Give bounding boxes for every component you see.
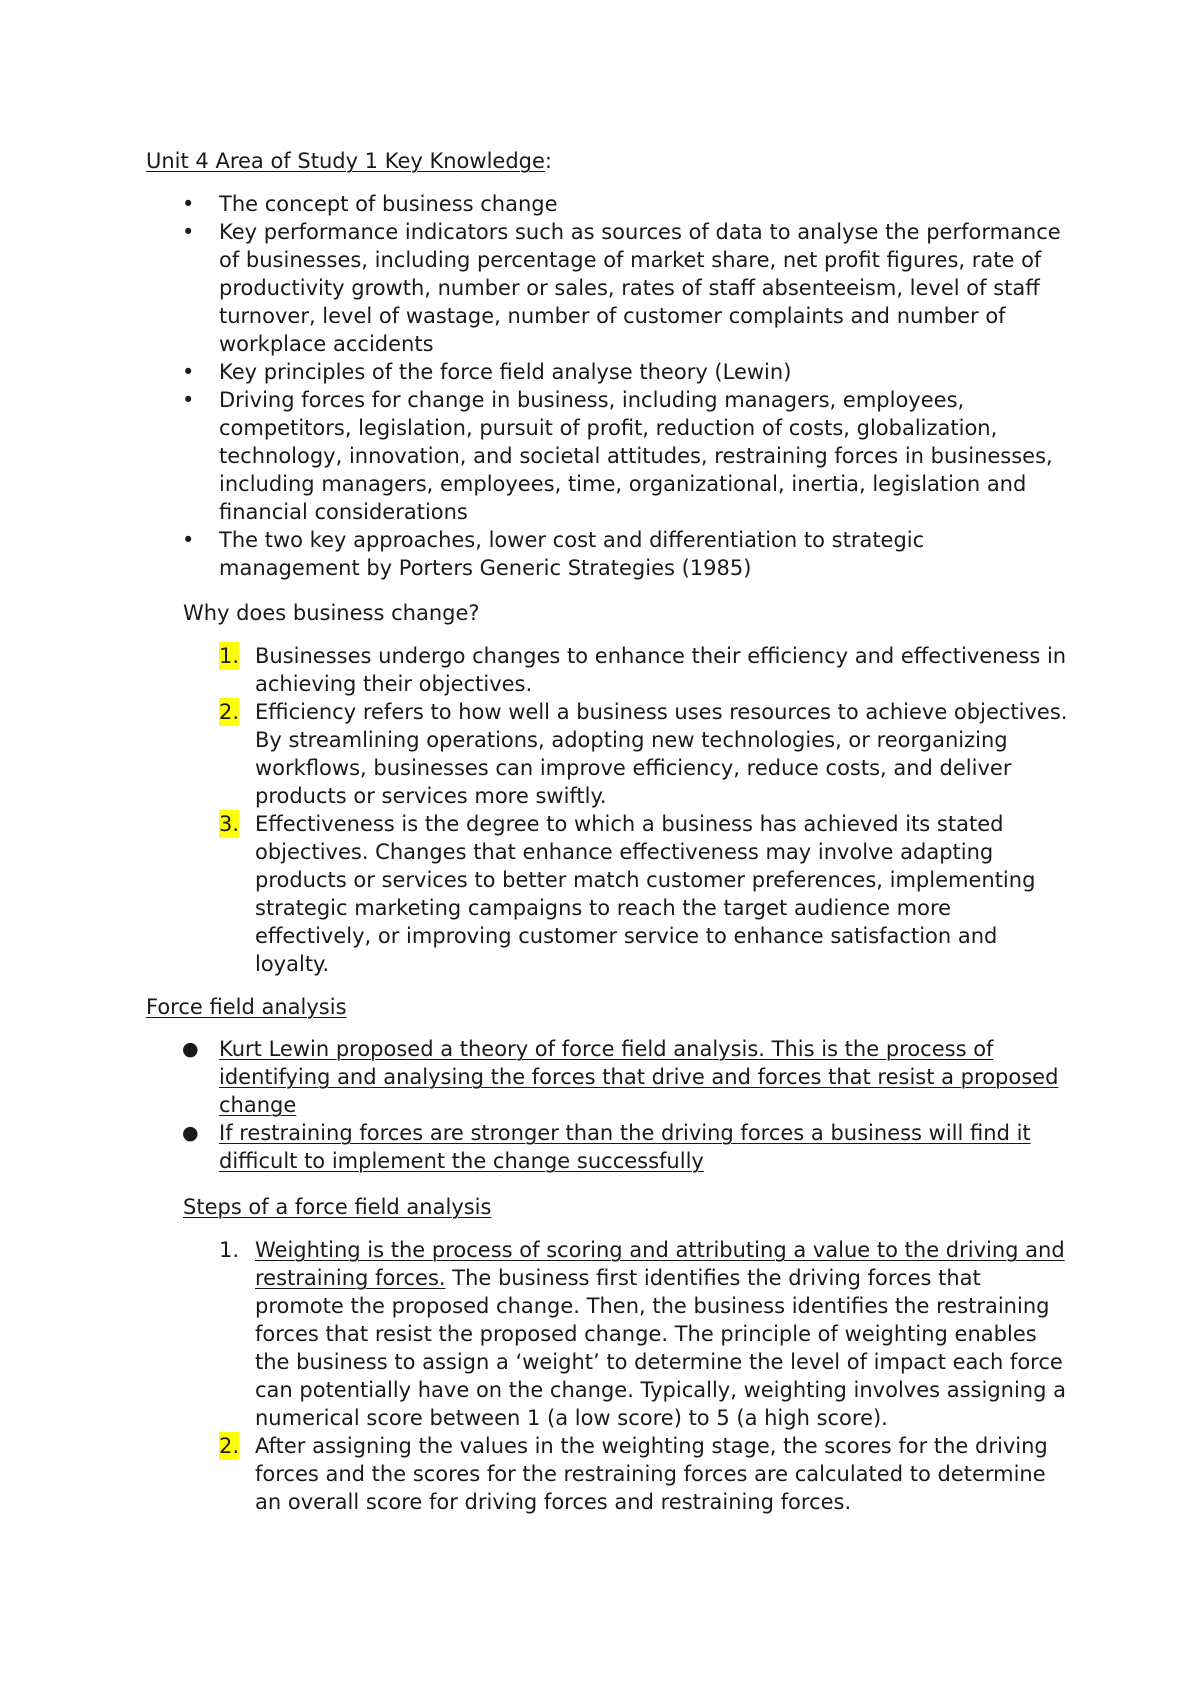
list-item-text: Driving forces for change in business, including managers, employees, competitors, legislation, pursuit of profit, reduction of costs, globalization, technology, innovation, and societal attitudes, restraining forces in businesses, including managers, employees, time, organizational, inertia, legislation and financial considerations bbox=[219, 388, 1053, 524]
item-number: 1. bbox=[219, 1238, 240, 1262]
item-text-rest: The business first identifies the driving forces that promote the proposed change. Then, the business identifies the restraining forces that resist the proposed change. The principle of weighting enables the business to assign a ‘weight’ to determine the level of impact each force can potentially have on the change. Typically, weighting involves assigning a numerical score between 1 (a low score) to 5 (a high score). bbox=[255, 1266, 1066, 1430]
list-item bbox=[0, 1035, 1200, 1119]
bullet-icon: • bbox=[182, 192, 195, 216]
list-item bbox=[0, 526, 1200, 582]
bullet-icon: ● bbox=[182, 1122, 199, 1144]
steps-list bbox=[0, 1236, 1200, 1516]
item-text-underlined: Weighting is the process of scoring and attributing a value to the driving and restraining forces. bbox=[255, 1238, 1065, 1290]
list-item-text: Kurt Lewin proposed a theory of force field analysis. This is the process of identifying and analysing the forces that drive and forces that resist a proposed change bbox=[219, 1037, 1059, 1117]
item-text: After assigning the values in the weighting stage, the scores for the driving forces and the scores for the restraining forces are calculated to determine an overall score for driving forces and restraining forces. bbox=[255, 1434, 1048, 1514]
title-link[interactable]: Unit 4 Area of Study 1 Key Knowledge bbox=[146, 149, 545, 173]
numbered-item bbox=[0, 698, 1200, 810]
list-item-text: If restraining forces are stronger than the driving forces a business will find it difficult to implement the change successfully bbox=[219, 1121, 1031, 1173]
item-number: 3. bbox=[219, 812, 240, 836]
list-item-text: Key performance indicators such as sources of data to analyse the performance of businesses, including percentage of market share, net profit figures, rate of productivity growth, number or sales, rates of staff absenteeism, level of staff turnover, level of wastage, number of customer complaints and number of workplace accidents bbox=[219, 220, 1061, 356]
list-item bbox=[0, 218, 1200, 358]
list-item-text: The two key approaches, lower cost and differentiation to strategic management by Porters Generic Strategies (1985) bbox=[219, 528, 925, 580]
list-item bbox=[0, 358, 1200, 386]
steps-heading: Steps of a force field analysis bbox=[183, 1195, 492, 1219]
item-text: Efficiency refers to how well a business uses resources to achieve objectives. By streamlining operations, adopting new technologies, or reorganizing workflows, businesses can improve efficiency, reduce costs, and deliver products or services more swiftly. bbox=[255, 700, 1068, 808]
item-number: 2. bbox=[219, 700, 240, 724]
list-item bbox=[0, 1119, 1200, 1175]
key-knowledge-list bbox=[0, 190, 1200, 582]
item-number: 1. bbox=[219, 644, 240, 668]
numbered-item bbox=[0, 1236, 1200, 1432]
bullet-icon: ● bbox=[182, 1038, 199, 1060]
item-text bbox=[255, 1236, 1070, 1432]
title-colon: : bbox=[544, 149, 552, 173]
numbered-item bbox=[0, 1432, 1200, 1516]
force-field-list bbox=[0, 1035, 1200, 1175]
item-text: Businesses undergo changes to enhance their efficiency and effectiveness in achieving their objectives. bbox=[255, 644, 1067, 696]
bullet-icon: • bbox=[182, 360, 195, 384]
item-text: Effectiveness is the degree to which a business has achieved its stated objectives. Changes that enhance effectiveness may involve adapting products or services to better match customer preferences, implementing strategic marketing campaigns to reach the target audience more effectively, or improving customer service to enhance satisfaction and loyalty. bbox=[255, 812, 1036, 976]
list-item bbox=[0, 386, 1200, 526]
list-item-text: Key principles of the force field analyse theory (Lewin) bbox=[219, 360, 792, 384]
document-title bbox=[146, 147, 552, 175]
numbered-item bbox=[0, 810, 1200, 978]
bullet-icon: • bbox=[182, 388, 195, 412]
bullet-icon: • bbox=[182, 220, 195, 244]
why-list bbox=[0, 642, 1200, 978]
why-heading: Why does business change? bbox=[183, 601, 480, 625]
numbered-item bbox=[0, 642, 1200, 698]
bullet-icon: • bbox=[182, 528, 195, 552]
list-item bbox=[0, 190, 1200, 218]
list-item-text: The concept of business change bbox=[219, 192, 558, 216]
force-field-heading: Force field analysis bbox=[146, 995, 347, 1019]
item-number: 2. bbox=[219, 1434, 240, 1458]
